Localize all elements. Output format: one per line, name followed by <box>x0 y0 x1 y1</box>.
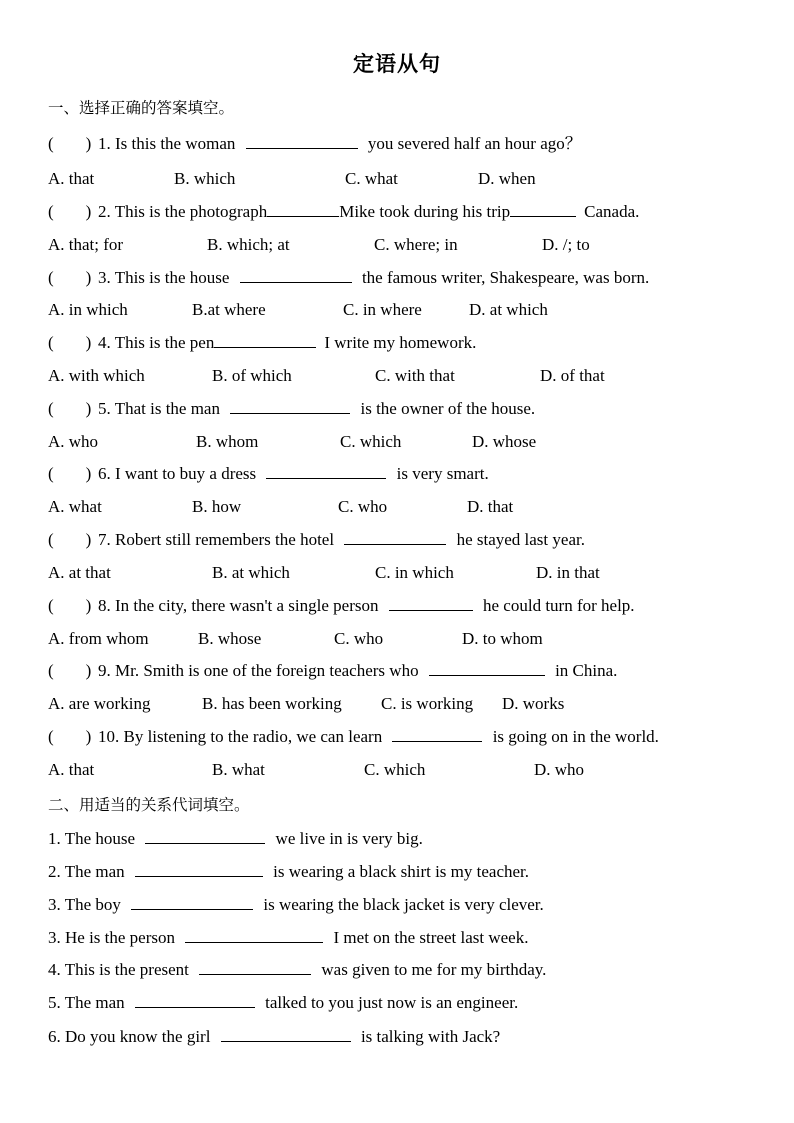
option-a[interactable]: A. who <box>48 432 99 451</box>
answer-blank[interactable] <box>230 398 350 414</box>
answer-blank[interactable] <box>240 267 352 283</box>
answer-blank[interactable] <box>135 861 263 877</box>
fill-item-1: 1. The house we live in is very big. <box>48 829 423 848</box>
option-c[interactable]: C. what <box>345 169 398 188</box>
option-c[interactable]: C. which <box>340 432 402 451</box>
option-d[interactable]: D. who <box>534 760 585 779</box>
answer-blank[interactable] <box>267 201 339 217</box>
option-b[interactable]: B. has been working <box>202 694 342 713</box>
option-a[interactable]: A. in which <box>48 300 128 319</box>
options-6 <box>48 496 748 518</box>
option-d[interactable]: D. works <box>502 694 565 713</box>
option-a[interactable]: A. that <box>48 760 95 779</box>
question-4: ( ) 4. This is the pen I write my homework. <box>48 333 477 352</box>
option-a[interactable]: A. what <box>48 497 102 516</box>
option-d[interactable]: D. /; to <box>542 235 590 254</box>
fill-item-5: 4. This is the present was given to me for my birthday. <box>48 960 547 979</box>
options-5 <box>48 431 748 453</box>
fill-item-7: 6. Do you know the girl is talking with Jack? <box>48 1027 501 1046</box>
question-3: ( ) 3. This is the house the famous writer, Shakespeare, was born. <box>48 268 650 287</box>
option-c[interactable]: C. which <box>364 760 426 779</box>
option-b[interactable]: B. what <box>212 760 265 779</box>
option-c[interactable]: C. is working <box>381 694 474 713</box>
option-c[interactable]: C. where; in <box>374 235 458 254</box>
option-c[interactable]: C. in which <box>375 563 454 582</box>
options-8 <box>48 628 748 650</box>
option-c[interactable]: C. who <box>334 629 384 648</box>
answer-blank[interactable] <box>429 660 545 676</box>
option-a[interactable]: A. that <box>48 169 95 188</box>
question-7: ( ) 7. Robert still remembers the hotel he stayed last year. <box>48 530 585 549</box>
options-3 <box>48 299 748 321</box>
option-a[interactable]: A. with which <box>48 366 145 385</box>
answer-blank[interactable] <box>392 726 482 742</box>
options-4 <box>48 365 748 387</box>
option-b[interactable]: B. of which <box>212 366 292 385</box>
answer-blank[interactable] <box>221 1026 351 1042</box>
answer-blank[interactable] <box>344 529 446 545</box>
answer-blank[interactable] <box>145 828 265 844</box>
question-6: ( ) 6. I want to buy a dress is very smart. <box>48 464 489 483</box>
option-d[interactable]: D. in that <box>536 563 600 582</box>
question-1: ( ) 1. Is this the woman you severed half an hour ago？ <box>48 134 582 153</box>
question-9: ( ) 9. Mr. Smith is one of the foreign teachers who in China. <box>48 661 618 680</box>
option-d[interactable]: D. of that <box>540 366 605 385</box>
option-a[interactable]: A. are working <box>48 694 151 713</box>
fill-item-6: 5. The man talked to you just now is an engineer. <box>48 993 519 1012</box>
options-2 <box>48 234 748 256</box>
option-b[interactable]: B. which <box>174 169 236 188</box>
option-d[interactable]: D. when <box>478 169 536 188</box>
question-8: ( ) 8. In the city, there wasn't a single person he could turn for help. <box>48 596 635 615</box>
fill-item-2: 2. The man is wearing a black shirt is my teacher. <box>48 862 530 881</box>
option-b[interactable]: B. whom <box>196 432 259 451</box>
option-d[interactable]: D. to whom <box>462 629 543 648</box>
answer-blank[interactable] <box>199 959 311 975</box>
option-b[interactable]: B.at where <box>192 300 266 319</box>
option-a[interactable]: A. that; for <box>48 235 124 254</box>
fill-item-4: 3. He is the person I met on the street last week. <box>48 928 529 947</box>
option-a[interactable]: A. from whom <box>48 629 149 648</box>
section-1-heading: 一、选择正确的答案填空。 <box>48 99 235 117</box>
option-b[interactable]: B. whose <box>198 629 262 648</box>
answer-blank[interactable] <box>131 894 253 910</box>
answer-blank[interactable] <box>389 595 473 611</box>
option-b[interactable]: B. at which <box>212 563 290 582</box>
page-title: 定语从句 <box>353 52 441 76</box>
question-2: ( ) 2. This is the photograph Mike took during his trip Canada. <box>48 202 640 221</box>
options-9 <box>48 693 748 715</box>
answer-blank[interactable] <box>266 463 386 479</box>
answer-blank[interactable] <box>135 992 255 1008</box>
answer-blank[interactable] <box>214 332 316 348</box>
option-a[interactable]: A. at that <box>48 563 111 582</box>
option-b[interactable]: B. which; at <box>207 235 290 254</box>
answer-blank[interactable] <box>185 927 323 943</box>
option-c[interactable]: C. in where <box>343 300 422 319</box>
options-7 <box>48 562 748 584</box>
question-10: ( ) 10. By listening to the radio, we can learn is going on in the world. <box>48 727 659 746</box>
option-d[interactable]: D. whose <box>472 432 537 451</box>
options-10 <box>48 759 748 781</box>
question-5: ( ) 5. That is the man is the owner of the house. <box>48 399 536 418</box>
options-1 <box>48 168 748 190</box>
answer-blank[interactable] <box>246 133 358 149</box>
section-2-heading: 二、用适当的关系代词填空。 <box>48 796 250 814</box>
option-c[interactable]: C. who <box>338 497 388 516</box>
option-d[interactable]: D. at which <box>469 300 548 319</box>
answer-blank[interactable] <box>510 201 576 217</box>
fill-item-3: 3. The boy is wearing the black jacket is very clever. <box>48 895 544 914</box>
option-c[interactable]: C. with that <box>375 366 455 385</box>
option-d[interactable]: D. that <box>467 497 514 516</box>
option-b[interactable]: B. how <box>192 497 242 516</box>
